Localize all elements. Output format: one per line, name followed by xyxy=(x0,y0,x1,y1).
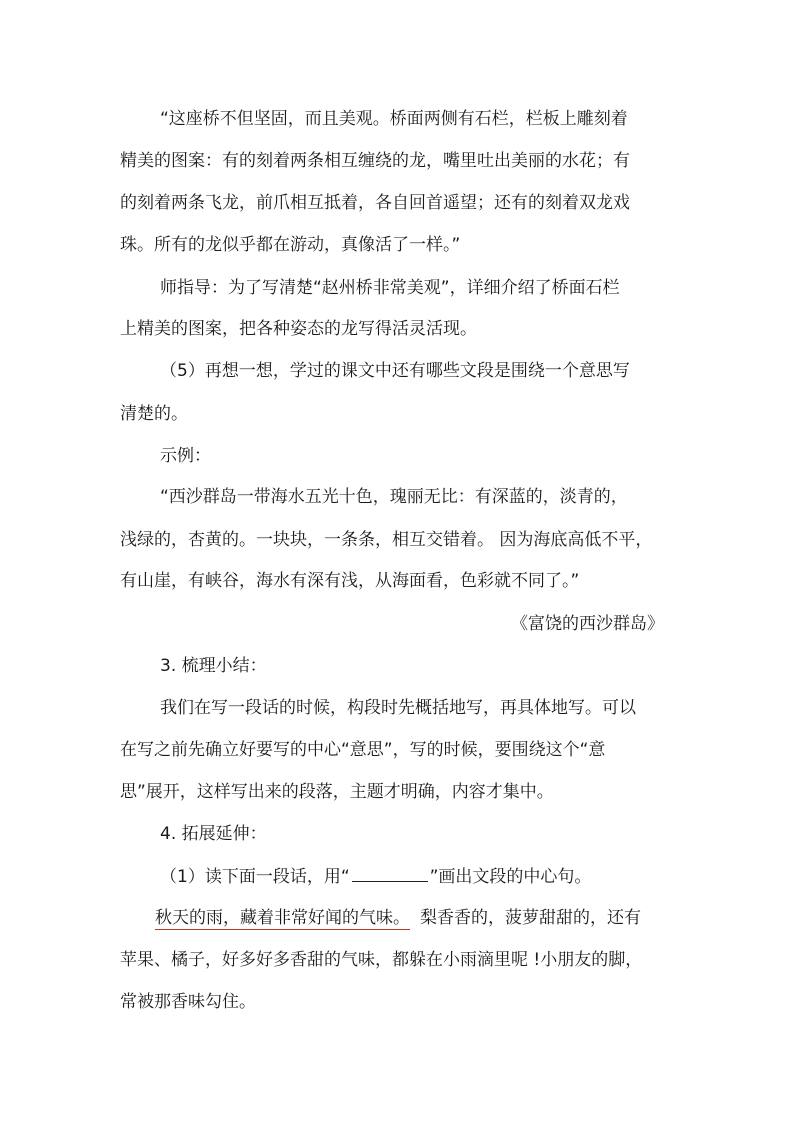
text-line: 在写之前先确立好要写的中心“意思”，写的时候，要围绕这个“意 xyxy=(120,740,606,760)
text-line: 浅绿的，杏黄的。一块块，一条条，相互交错着。 因为海底高低不平， xyxy=(120,530,653,550)
text-line: 示例： xyxy=(160,446,211,466)
text-line: 珠。所有的龙似乎都在游动，真像活了一样。” xyxy=(120,235,461,255)
text-line: 的刻着两条飞龙，前爪相互抵着，各自回首遥望；还有的刻着双龙戏 xyxy=(120,193,630,213)
text-line: 清楚的。 xyxy=(120,404,188,424)
text-line: 精美的图案：有的刻着两条相互缠绕的龙，嘴里吐出美丽的水花；有 xyxy=(120,151,630,171)
task-prefix: （1）读下面一段话，用“ xyxy=(160,867,350,887)
text-line: “西沙群岛一带海水五光十色，瑰丽无比：有深蓝的，淡青的， xyxy=(160,487,628,507)
source-citation: 《富饶的西沙群岛》 xyxy=(511,614,664,634)
task-instruction xyxy=(160,865,591,888)
text-line: 师指导：为了写清楚“赵州桥非常美观”，详细介绍了桥面石栏 xyxy=(160,278,620,298)
task-suffix: ”画出文段的中心句。 xyxy=(429,867,592,887)
text-line: 有山崖，有峡谷，海水有深有浅，从海面看，色彩就不同了。” xyxy=(120,571,580,591)
text-line: “这座桥不但坚固，而且美观。桥面两侧有石栏，栏板上雕刻着 xyxy=(160,109,628,129)
text-line: （5）再想一想，学过的课文中还有哪些文段是围绕一个意思写 xyxy=(160,361,630,381)
text-line: 我们在写一段话的时候，构段时先概括地写，再具体地写。可以 xyxy=(160,698,636,718)
text-line: 上精美的图案，把各种姿态的龙写得活灵活现。 xyxy=(120,319,477,339)
passage-line: 常被那香味勾住。 xyxy=(120,992,256,1012)
central-sentence: 秋天的雨，藏着非常好闻的气味。 xyxy=(155,908,410,928)
passage-line: 苹果、橘子，好多好多香甜的气味，都躲在小雨滴里呢 !小朋友的脚， xyxy=(120,950,643,970)
passage-line xyxy=(155,907,641,929)
section-heading: 3. 梳理小结： xyxy=(160,656,267,676)
passage-text: 梨香香的，菠萝甜甜的，还有 xyxy=(420,908,641,928)
text-line: 思”展开，这样写出来的段落，主题才明确，内容才集中。 xyxy=(120,782,554,802)
section-heading: 4. 拓展延伸： xyxy=(160,824,267,844)
underline-blank xyxy=(352,865,428,882)
